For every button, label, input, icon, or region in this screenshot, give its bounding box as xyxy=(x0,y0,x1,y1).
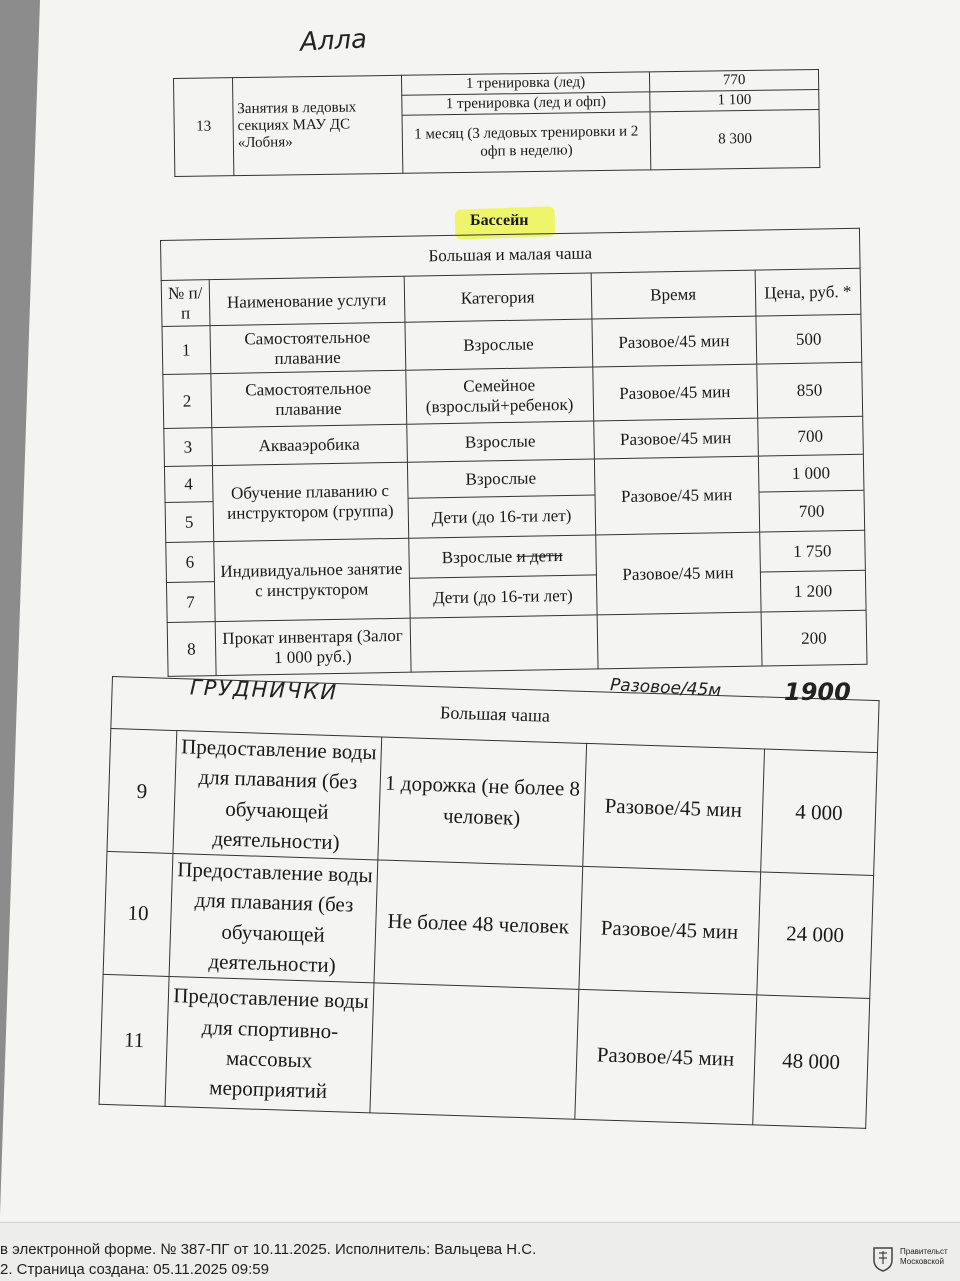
big-bowl-table xyxy=(99,676,880,1128)
time: Разовое/45 мин xyxy=(574,989,756,1125)
pool-caption: Большая и малая чаша xyxy=(161,228,861,280)
service-name: Обучение плаванию с инструктором (группа) xyxy=(212,462,408,541)
category: 1 дорожка (не более 8 человек) xyxy=(378,737,586,866)
handwritten-price: 1900 xyxy=(784,678,851,706)
service-name: Предоставление воды для плавания (без обучающей деятельности) xyxy=(169,853,378,982)
category xyxy=(408,535,596,578)
service-name: Аквааэробика xyxy=(211,424,407,465)
coat-of-arms-icon xyxy=(872,1244,894,1272)
row-number: 5 xyxy=(165,502,213,543)
row-number: 1 xyxy=(162,326,210,375)
category xyxy=(410,615,598,672)
category-text: Взрослые xyxy=(441,546,513,567)
struck-text: и дети xyxy=(516,545,563,566)
footer-line-2: 2. Страница создана: 05.11.2025 09:59 xyxy=(0,1261,269,1278)
ice-row-number: 13 xyxy=(174,78,234,177)
time: Разовое/45 мин xyxy=(579,866,761,994)
category: Дети (до 16-ти лет) xyxy=(409,575,597,618)
service-name: Индивидуальное занятие с инструктором xyxy=(213,538,409,621)
category: Не более 48 человек xyxy=(374,860,582,989)
row-number: 7 xyxy=(166,582,214,623)
row-number: 11 xyxy=(99,974,169,1106)
header-service: Наименование услуги xyxy=(209,276,405,325)
footer-org-2: Московской xyxy=(900,1257,944,1266)
price: 700 xyxy=(757,416,863,456)
category: Взрослые xyxy=(406,421,594,462)
header-time: Время xyxy=(591,270,756,319)
price: 200 xyxy=(761,610,867,666)
time xyxy=(597,612,762,669)
ice-sections-table xyxy=(173,69,820,177)
header-category: Категория xyxy=(404,273,592,322)
ice-price: 770 xyxy=(650,69,819,91)
handwritten-infants: ГРУДНИЧКИ xyxy=(189,675,339,705)
service-name: Прокат инвентаря (Залог 1 000 руб.) xyxy=(215,618,411,675)
ice-type: 1 тренировка (лед и офп) xyxy=(401,92,650,115)
service-name: Самостоятельное плавание xyxy=(210,370,406,427)
row-number: 8 xyxy=(167,622,215,677)
service-name: Предоставление воды для спортивно-массовых мероприятий xyxy=(165,976,374,1112)
row-number: 4 xyxy=(164,466,212,503)
footer-org-1: Правительст xyxy=(900,1247,948,1256)
footer-bar xyxy=(0,1222,960,1281)
price: 1 000 xyxy=(758,454,864,492)
ice-service-name: Занятия в ледовых секциях МАУ ДС «Лобня» xyxy=(232,75,402,175)
category: Семейное (взрослый+ребенок) xyxy=(405,367,593,424)
ice-price: 1 100 xyxy=(650,89,819,111)
time: Разовое/45 мин xyxy=(593,418,758,459)
ice-type: 1 месяц (3 ледовых тренировки и 2 офп в неделю) xyxy=(402,112,651,173)
price: 850 xyxy=(756,362,862,418)
price: 500 xyxy=(756,314,862,364)
time: Разовое/45 мин xyxy=(594,456,759,535)
price: 48 000 xyxy=(753,994,870,1127)
pool-services-table xyxy=(160,228,868,677)
price: 1 200 xyxy=(760,570,866,612)
time: Разовое/45 мин xyxy=(595,532,760,615)
row-number: 3 xyxy=(164,428,212,467)
category: Дети (до 16-ти лет) xyxy=(408,495,596,538)
handwritten-name: Алла xyxy=(299,24,368,58)
price: 1 750 xyxy=(759,530,865,572)
section-title: Бассейн xyxy=(470,212,529,229)
big-bowl-caption: Большая чаша xyxy=(111,677,879,753)
header-number: № п/п xyxy=(161,280,209,327)
header-price: Цена, руб. * xyxy=(755,268,861,316)
category: Взрослые xyxy=(405,319,593,370)
category xyxy=(370,982,579,1118)
time: Разовое/45 мин xyxy=(592,316,757,367)
row-number: 2 xyxy=(163,374,211,429)
row-number: 6 xyxy=(166,542,214,583)
ice-price: 8 300 xyxy=(650,109,820,169)
row-number: 10 xyxy=(103,851,173,976)
price: 24 000 xyxy=(757,872,874,998)
row-number: 9 xyxy=(107,728,177,853)
service-name: Предоставление воды для плавания (без обучающей деятельности) xyxy=(173,731,382,860)
time: Разовое/45 мин xyxy=(592,364,757,421)
ice-type: 1 тренировка (лед) xyxy=(401,72,650,95)
time: Разовое/45 мин xyxy=(582,743,764,871)
service-name: Самостоятельное плавание xyxy=(210,322,406,373)
handwritten-session: Разовое/45м xyxy=(609,675,722,701)
price: 4 000 xyxy=(760,749,877,875)
footer-line-1: в электронной форме. № 387-ПГ от 10.11.2025. Исполнитель: Вальцева Н.С. xyxy=(0,1241,537,1258)
category: Взрослые xyxy=(407,459,595,498)
price: 700 xyxy=(759,490,865,532)
